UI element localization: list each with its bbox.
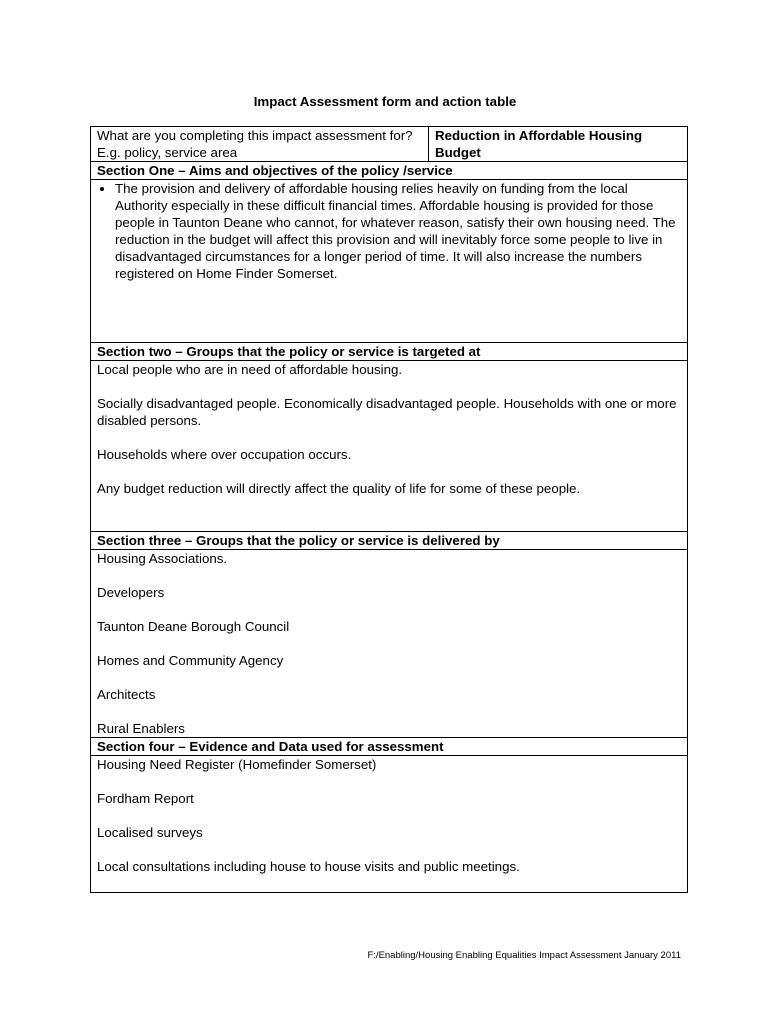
- section1-heading: Section One – Aims and objectives of the policy /service: [91, 162, 688, 180]
- section3-paragraph: Homes and Community Agency: [97, 653, 284, 668]
- section3-paragraph: Developers: [97, 585, 165, 600]
- section2-paragraph: Households where over occupation occurs.: [97, 447, 352, 462]
- section3-paragraph: Rural Enablers: [97, 721, 185, 736]
- impact-assessment-table: [90, 126, 688, 893]
- section2-paragraph: Any budget reduction will directly affect the quality of life for some of these people.: [97, 481, 581, 496]
- section2-paragraph: Local people who are in need of affordable housing.: [97, 362, 403, 377]
- section2-paragraph: Socially disadvantaged people. Economically disadvantaged people. Households with one or more disabled persons.: [97, 396, 677, 428]
- section3-heading: Section three – Groups that the policy or service is delivered by: [91, 532, 688, 550]
- footer-file-path: F:/Enabling/Housing Enabling Equalities Impact Assessment January 2011: [367, 950, 681, 961]
- intro-row: [91, 127, 688, 162]
- section3-body-row: [91, 550, 688, 738]
- intro-answer: Reduction in Affordable Housing Budget: [429, 127, 688, 162]
- section2-body: [91, 361, 688, 532]
- section1-heading-row: [91, 162, 688, 180]
- section1-body: [91, 180, 688, 343]
- section3-paragraph: Architects: [97, 687, 156, 702]
- section3-paragraph: Taunton Deane Borough Council: [97, 619, 290, 634]
- section4-body-row: [91, 756, 688, 893]
- intro-question: What are you completing this impact assessment for? E.g. policy, service area: [91, 127, 429, 162]
- section2-body-row: [91, 361, 688, 532]
- section4-paragraph: Fordham Report: [97, 791, 194, 806]
- section1-bullet: • The provision and delivery of affordable housing relies heavily on funding from the local Authority especially in these difficult financial times. Affordable housing is provided for those people in Taunton Deane who cannot, for whatever reason, satisfy their own housing need. The reduction in the budget will affect this provision and will inevitably force some people to live in disadvantaged circumstances for a longer period of time. It will also increase the numbers registered on Home Finder Somerset.: [115, 180, 681, 282]
- section4-paragraph: Localised surveys: [97, 825, 203, 840]
- section3-paragraph: Housing Associations.: [97, 551, 228, 566]
- page-title: Impact Assessment form and action table: [253, 94, 517, 109]
- section4-paragraph: Housing Need Register (Homefinder Somerset): [97, 757, 377, 772]
- section1-bullet-list: [93, 180, 681, 282]
- section2-heading: Section two – Groups that the policy or service is targeted at: [91, 343, 688, 361]
- section4-body: [91, 756, 688, 893]
- section4-heading-row: [91, 738, 688, 756]
- section3-heading-row: [91, 532, 688, 550]
- section2-heading-row: [91, 343, 688, 361]
- section1-body-row: [91, 180, 688, 343]
- section4-paragraph: Local consultations including house to house visits and public meetings.: [97, 859, 520, 874]
- section3-body: [91, 550, 688, 738]
- section4-heading: Section four – Evidence and Data used for assessment: [91, 738, 688, 756]
